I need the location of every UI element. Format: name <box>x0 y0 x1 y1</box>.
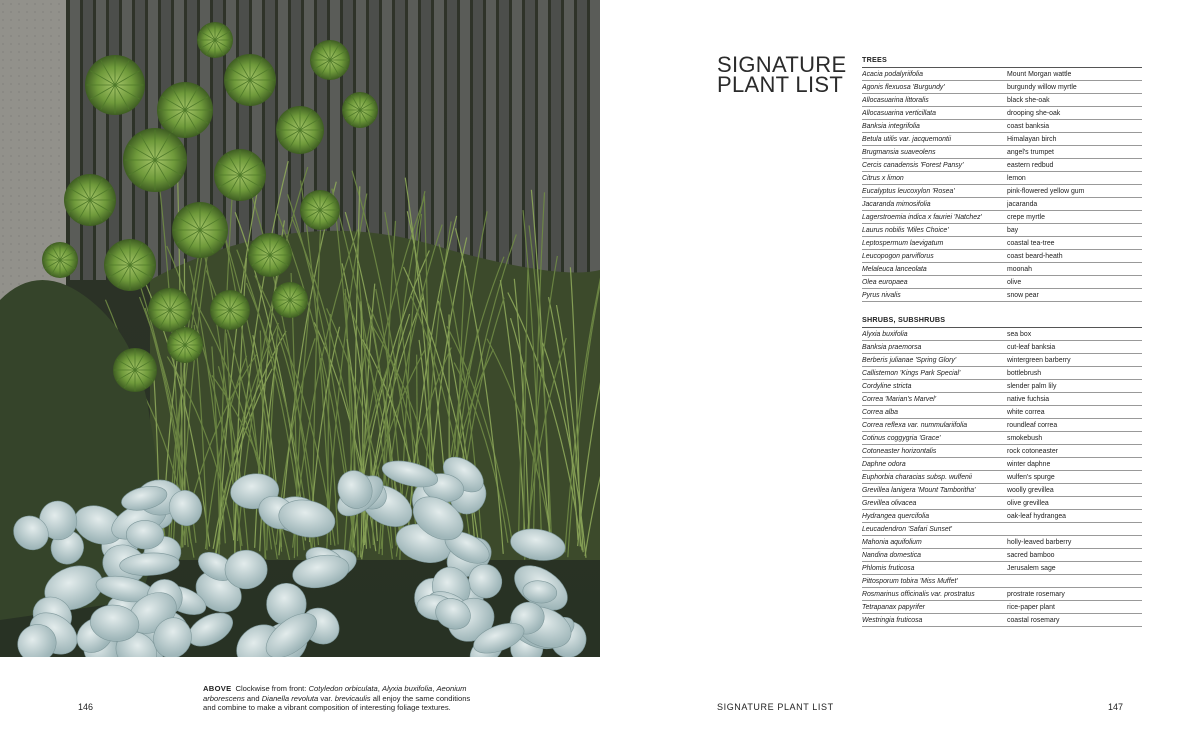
botanical-name: Cordyline stricta <box>862 383 912 390</box>
table-row <box>862 172 1142 185</box>
botanical-name: Westringia fruticosa <box>862 617 923 624</box>
section-heading: TREES <box>862 55 1142 68</box>
common-name: drooping she-oak <box>1007 110 1061 117</box>
common-name: rock cotoneaster <box>1007 448 1058 455</box>
table-row <box>862 380 1142 393</box>
botanical-name: Rosmarinus officinalis var. prostratus <box>862 591 975 598</box>
common-name: burgundy willow myrtle <box>1007 84 1077 91</box>
botanical-name: Correa 'Marian's Marvel' <box>862 396 937 403</box>
table-row <box>862 341 1142 354</box>
table-row <box>862 601 1142 614</box>
common-name <box>1007 524 1142 535</box>
botanical-name: Pyrus nivalis <box>862 292 901 299</box>
plant-list-table <box>862 55 1142 627</box>
common-name: jacaranda <box>1007 201 1038 208</box>
botanical-name: Leptospermum laevigatum <box>862 240 944 247</box>
caption-part: Alyxia buxifolia <box>382 684 433 693</box>
table-row <box>862 276 1142 289</box>
botanical-name: Leucadendron 'Safari Sunset' <box>862 526 952 533</box>
table-row <box>862 354 1142 367</box>
table-row <box>862 510 1142 523</box>
caption-part: Aeonium arborescens <box>203 684 467 703</box>
botanical-name: Melaleuca lanceolata <box>862 266 927 273</box>
botanical-name: Correa alba <box>862 409 899 416</box>
botanical-name: Laurus nobilis 'Miles Choice' <box>862 227 949 234</box>
table-row <box>862 198 1142 211</box>
caption-part: , <box>377 684 382 693</box>
common-name: woolly grevillea <box>1007 487 1054 494</box>
botanical-name: Allocasuarina verticillata <box>862 110 936 117</box>
botanical-name: Leucopogon parviflorus <box>862 253 934 260</box>
common-name: winter daphne <box>1007 461 1051 468</box>
common-name: angel's trumpet <box>1007 149 1054 156</box>
table-row <box>862 367 1142 380</box>
botanical-name: Grevillea lanigera 'Mount Tamboritha' <box>862 487 976 494</box>
table-row <box>862 328 1142 341</box>
common-name: lemon <box>1007 175 1026 182</box>
caption-part: brevicaulis <box>334 693 371 703</box>
caption-part: all enjoy the same conditions and combine to make a vibrant composition of interesting foliage textures. <box>203 693 471 713</box>
common-name: roundleaf correa <box>1007 422 1058 429</box>
botanical-name: Callistemon 'Kings Park Special' <box>862 370 961 377</box>
botanical-name: Hydrangea quercifolia <box>862 513 930 520</box>
table-row <box>862 445 1142 458</box>
photo-caption <box>203 684 473 713</box>
page-title: SIGNATURE PLANT LIST <box>717 52 847 97</box>
table-row <box>862 224 1142 237</box>
botanical-name: Olea europaea <box>862 279 908 286</box>
botanical-name: Allocasuarina littoralis <box>862 97 929 104</box>
table-row <box>862 107 1142 120</box>
table-row <box>862 146 1142 159</box>
table-row <box>862 588 1142 601</box>
table-row <box>862 94 1142 107</box>
common-name <box>1007 576 1142 587</box>
table-row <box>862 575 1142 588</box>
common-name: cut-leaf banksia <box>1007 344 1056 351</box>
common-name: snow pear <box>1007 292 1039 299</box>
page-number-left: 146 <box>78 702 94 712</box>
table-row <box>862 159 1142 172</box>
common-name: white correa <box>1007 409 1045 416</box>
common-name: holly-leaved barberry <box>1007 539 1072 546</box>
section-gap <box>862 302 1142 315</box>
common-name: sacred bamboo <box>1007 552 1055 559</box>
table-row <box>862 484 1142 497</box>
common-name: coast banksia <box>1007 123 1050 130</box>
common-name: coastal rosemary <box>1007 617 1060 624</box>
botanical-name: Banksia praemorsa <box>862 344 922 351</box>
caption-lead: ABOVE <box>203 684 232 693</box>
table-row <box>862 185 1142 198</box>
botanical-name: Eucalyptus leucoxylon 'Rosea' <box>862 188 955 195</box>
table-row <box>862 120 1142 133</box>
common-name: wulfen's spurge <box>1007 474 1055 481</box>
botanical-name: Cercis canadensis 'Forest Pansy' <box>862 162 964 169</box>
common-name: Jerusalem sage <box>1007 565 1056 572</box>
common-name: coastal tea-tree <box>1007 240 1055 247</box>
table-row <box>862 471 1142 484</box>
table-row <box>862 432 1142 445</box>
common-name: olive <box>1007 279 1022 286</box>
garden-photo <box>0 0 600 657</box>
caption-part: and <box>244 693 262 703</box>
botanical-name: Lagerstroemia indica x fauriei 'Natchez' <box>862 214 982 221</box>
botanical-name: Brugmansia suaveolens <box>862 149 936 156</box>
table-row <box>862 81 1142 94</box>
botanical-name: Cotoneaster horizontalis <box>862 448 937 455</box>
botanical-name: Betula utilis var. jacquemontii <box>862 136 951 143</box>
botanical-name: Pittosporum tobira 'Miss Muffet' <box>862 578 958 585</box>
table-row <box>862 237 1142 250</box>
common-name: coast beard-heath <box>1007 253 1063 260</box>
table-row <box>862 419 1142 432</box>
table-row <box>862 458 1142 471</box>
caption-part: var. <box>318 693 335 703</box>
botanical-name: Agonis flexuosa 'Burgundy' <box>862 84 945 91</box>
running-head: SIGNATURE PLANT LIST <box>717 702 834 712</box>
botanical-name: Phlomis fruticosa <box>862 565 915 572</box>
common-name: prostrate rosemary <box>1007 591 1065 598</box>
common-name: eastern redbud <box>1007 162 1054 169</box>
common-name: Himalayan birch <box>1007 136 1057 143</box>
common-name: bay <box>1007 227 1019 234</box>
page-number-right: 147 <box>1108 702 1124 712</box>
common-name: black she-oak <box>1007 97 1050 104</box>
botanical-name: Cotinus coggygria 'Grace' <box>862 435 941 442</box>
caption-part: Dianella revoluta <box>261 693 319 703</box>
table-row <box>862 263 1142 276</box>
table-row <box>862 536 1142 549</box>
table-row <box>862 393 1142 406</box>
common-name: oak-leaf hydrangea <box>1007 513 1066 520</box>
botanical-name: Acacia podalyriifolia <box>862 71 923 78</box>
caption-part: Cotyledon orbiculata <box>308 684 378 693</box>
table-row <box>862 68 1142 81</box>
table-row <box>862 211 1142 224</box>
common-name: native fuchsia <box>1007 396 1050 403</box>
botanical-name: Tetrapanax papyrifer <box>862 604 925 611</box>
common-name: moonah <box>1007 266 1032 273</box>
table-row <box>862 250 1142 263</box>
common-name: bottlebrush <box>1007 370 1042 377</box>
section-heading: SHRUBS, SUBSHRUBS <box>862 315 1142 328</box>
caption-body <box>203 684 470 712</box>
table-row <box>862 562 1142 575</box>
table-row <box>862 133 1142 146</box>
common-name: pink-flowered yellow gum <box>1007 188 1085 195</box>
botanical-name: Nandina domestica <box>862 552 921 559</box>
table-row <box>862 614 1142 627</box>
table-row <box>862 406 1142 419</box>
common-name: wintergreen barberry <box>1007 357 1071 364</box>
common-name: slender palm lily <box>1007 383 1057 390</box>
botanical-name: Berberis julianae 'Spring Glory' <box>862 357 957 364</box>
common-name: olive grevillea <box>1007 500 1049 507</box>
caption-part: , <box>432 684 437 693</box>
botanical-name: Grevillea olivacea <box>862 500 917 507</box>
table-row <box>862 289 1142 302</box>
common-name: crepe myrtle <box>1007 214 1045 221</box>
botanical-name: Euphorbia characias subsp. wulfenii <box>862 474 972 481</box>
botanical-name: Daphne odora <box>862 461 906 468</box>
common-name: smokebush <box>1007 435 1043 442</box>
botanical-name: Citrus x limon <box>862 175 904 182</box>
common-name: Mount Morgan wattle <box>1007 71 1072 78</box>
table-row <box>862 549 1142 562</box>
botanical-name: Alyxia buxifolia <box>862 331 908 338</box>
common-name: rice-paper plant <box>1007 604 1055 611</box>
botanical-name: Correa reflexa var. nummulariifolia <box>862 422 968 429</box>
botanical-name: Jacaranda mimosifolia <box>862 201 931 208</box>
botanical-name: Banksia integrifolia <box>862 123 920 130</box>
table-row <box>862 523 1142 536</box>
caption-part: Clockwise from front: <box>235 684 309 693</box>
table-row <box>862 497 1142 510</box>
garden-photo-illustration <box>0 0 600 657</box>
common-name: sea box <box>1007 331 1032 338</box>
botanical-name: Mahonia aquifolium <box>862 539 922 546</box>
